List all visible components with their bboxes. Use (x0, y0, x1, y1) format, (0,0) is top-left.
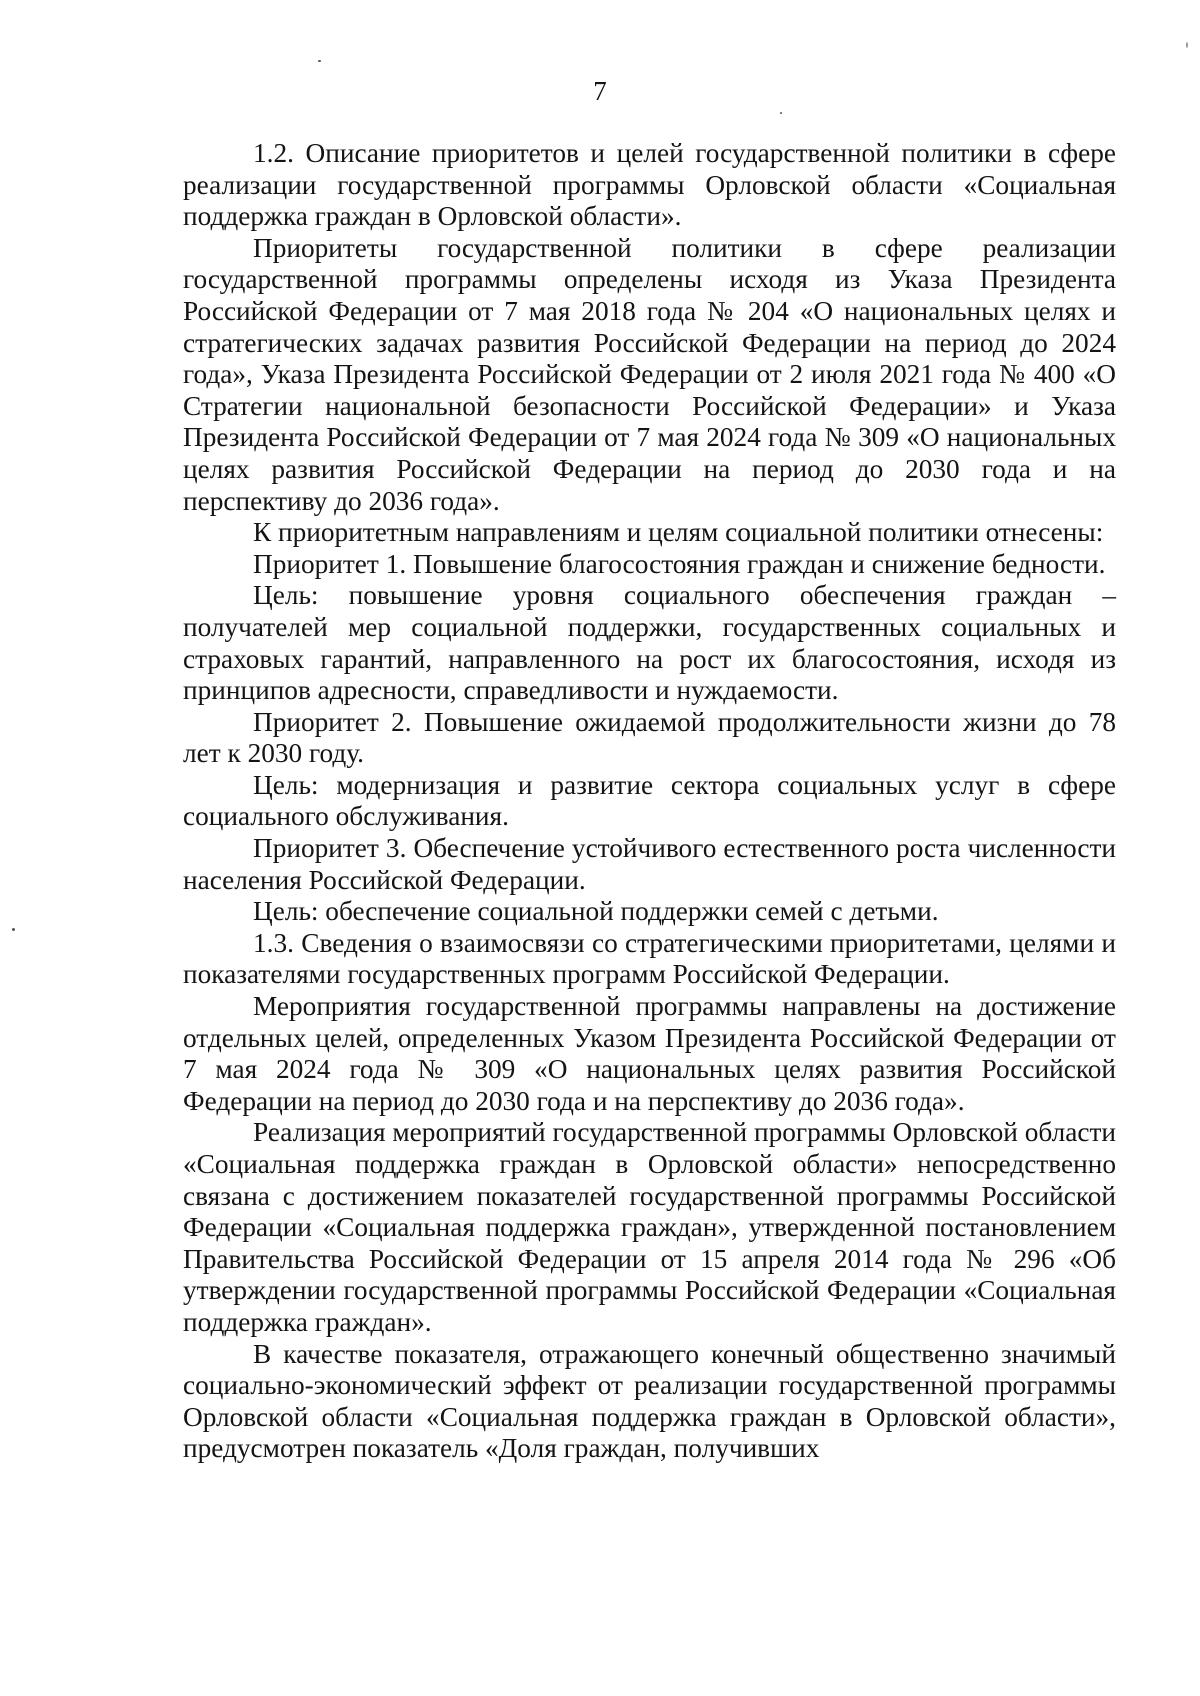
goal-2: Цель: модернизация и развитие сектора социальных услуг в сфере социального обслуживания. (183, 769, 1116, 832)
priority-1: Приоритет 1. Повышение благосостояния граждан и снижение бедности. (253, 548, 1106, 579)
section-heading-1-2: 1.2. Описание приоритетов и целей государственной политики в сфере реализации государственной программы Орловской области «Социальная поддержка граждан в Орловской области». (183, 138, 1116, 232)
priorities-paragraph: Приоритеты государственной политики в сфере реализации государственной программы определены исходя из Указа Президента Российской Федерации от 7 мая 2018 года № 204 «О национальных целях и стратегических задачах развития Российской Федерации на период до 2024 года», Указа Президента Российской Федерации от 2 июля 2021 года № 400 «О Стратегии национальной безопасности Российской Федерации» и Указа Президента Российской Федерации от 7 мая 2024 года № 309 «О национальных целях развития Российской Федерации на период до 2030 года и на перспективу до 2036 года». (183, 232, 1116, 516)
priority-directions-intro: К приоритетным направлениям и целям социальной политики отнесены: (253, 517, 1104, 548)
priority-2: Приоритет 2. Повышение ожидаемой продолжительности жизни до 78 лет к 2030 году. (183, 706, 1116, 769)
indicator-paragraph: В качестве показателя, отражающего конечный общественно значимый социально-экономический эффект от реализации государственной программы Орловской области «Социальная поддержка граждан в Орловской области», предусмотрен показатель «Доля граждан, получивших (183, 1338, 1116, 1464)
goal-3: Цель: обеспечение социальной поддержки семей с детьми. (253, 896, 939, 927)
goal-1: Цель: повышение уровня социального обеспечения граждан – получателей мер социальной поддержки, государственных социальных и страховых гарантий, направленного на рост их благосостояния, исходя из принципов адресности, справедливости и нуждаемости. (183, 580, 1116, 706)
scan-speck (318, 60, 321, 62)
implementation-paragraph: Реализация мероприятий государственной программы Орловской области «Социальная поддержка граждан в Орловской области» непосредственно связана с достижением показателей государственной программы Российской Федерации «Социальная поддержка граждан», утвержденной постановлением Правительства Российской Федерации от 15 апреля 2014 года № 296 «Об утверждении государственной программы Российской Федерации «Социальная поддержка граждан». (183, 1117, 1116, 1337)
document-body (183, 138, 1116, 1465)
scan-speck (1186, 42, 1188, 48)
scan-speck (12, 928, 15, 931)
section-heading-1-3: 1.3. Сведения о взаимосвязи со стратегическими приоритетами, целями и показателями государственных программ Российской Федерации. (183, 927, 1116, 990)
scan-speck (780, 112, 782, 114)
page-number: 7 (593, 76, 607, 106)
priority-3: Приоритет 3. Обеспечение устойчивого естественного роста численности населения Российской Федерации. (183, 833, 1116, 895)
measures-paragraph: Мероприятия государственной программы направлены на достижение отдельных целей, определенных Указом Президента Российской Федерации от 7 мая 2024 года № 309 «О национальных целях развития Российской Федерации на период до 2030 года и на перспективу до 2036 года». (183, 991, 1116, 1116)
